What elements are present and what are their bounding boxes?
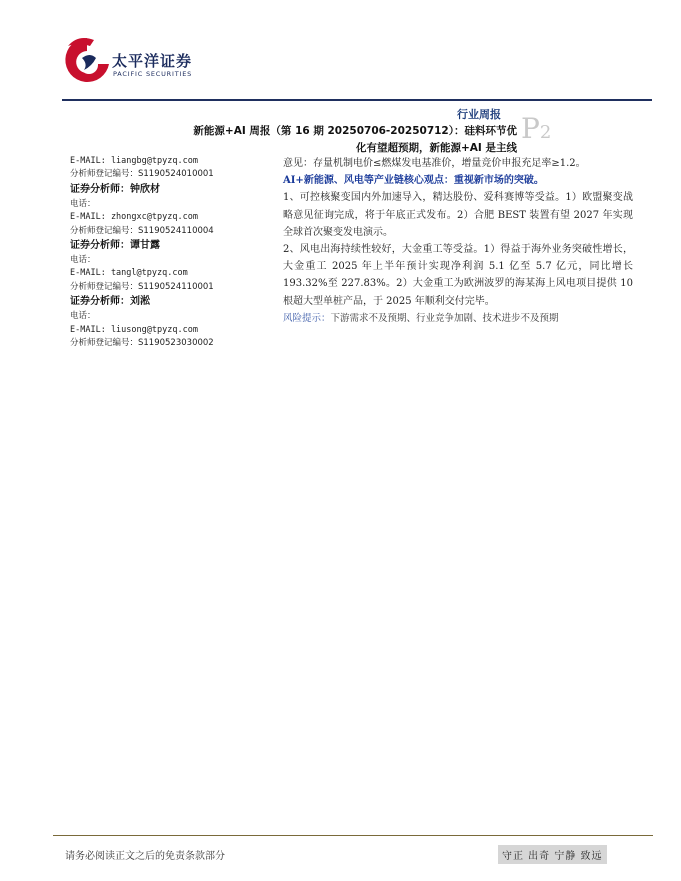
body-point-1: 1、可控核聚变国内外加速导入，精达股份、爱科赛博等受益。1）欧盟聚变战略意见征询完成，将于年底正式发布。2）合肥 BEST 装置有望 2027 年实现全球首次聚变发电演示。 — [283, 192, 633, 238]
analyst-email: E-MAIL: liusong@tpyzq.com — [70, 324, 198, 335]
analyst-registration: 分析师登记编号：S1190524010001 — [70, 169, 214, 180]
page-letter: P — [521, 112, 540, 145]
pacific-securities-logo — [64, 36, 110, 88]
report-title-line-2: 化有望超预期，新能源+AI 是主线 — [356, 142, 517, 154]
analyst-registration: 分析师登记编号：S1190524110001 — [70, 281, 214, 292]
header-divider — [62, 99, 652, 101]
core-viewpoint-heading: AI+新能源、风电等产业链核心观点：重视新市场的突破。 — [283, 175, 544, 187]
footer-disclaimer: 请务必阅读正文之后的免责条款部分 — [65, 851, 225, 862]
body-point-2: 2、风电出海持续性较好，大金重工等受益。1）得益于海外业务突破性增长，大金重工 2025 年上半年预计实现净利润 5.1 亿至 5.7 亿元，同比增长 193.32%至 227.83%。2）大金重工为欧洲波罗的海某海上风电项目提供 10 根超大型单桩产品，于 2025 年顺利交付完毕。 — [283, 244, 633, 307]
analyst-phone: 电话： — [70, 255, 96, 266]
analyst-email: E-MAIL: zhongxc@tpyzq.com — [70, 212, 198, 223]
report-category: 行业周报 — [457, 108, 501, 121]
footer-divider — [53, 835, 653, 836]
analyst-email: E-MAIL: tangl@tpyzq.com — [70, 268, 188, 279]
analyst-phone: 电话： — [70, 311, 96, 322]
report-title-line-1: 新能源+AI 周报（第 16 期 20250706-20250712）：硅料环节优 — [193, 125, 517, 137]
analyst-registration: 分析师登记编号：S1190523030002 — [70, 338, 214, 349]
body-intro: 意见：存量机制电价≤燃煤发电基准价，增量竞价申报充足率≥1.2。 — [283, 158, 586, 169]
page-number-mark — [521, 112, 551, 145]
brand-name-en: PACIFIC SECURITIES — [113, 70, 193, 78]
risk-warning — [283, 310, 633, 327]
page-number: 2 — [539, 122, 552, 143]
report-title — [193, 123, 517, 157]
risk-text: 下游需求不及预期、行业竞争加剧、技术进步不及预期 — [330, 312, 559, 324]
footer-slogan: 守正 出奇 宁静 致远 — [498, 845, 607, 864]
risk-label: 风险提示： — [283, 312, 331, 324]
analyst-registration: 分析师登记编号：S1190524110004 — [70, 225, 214, 236]
report-body — [283, 155, 633, 327]
analyst-email: E-MAIL: liangbg@tpyzq.com — [70, 156, 198, 166]
analyst-name: 证券分析师：谭甘露 — [70, 240, 160, 252]
brand-name-cn: 太平洋证券 — [112, 52, 193, 70]
analyst-name: 证券分析师：钟欣材 — [70, 183, 160, 195]
analyst-contacts — [70, 155, 270, 350]
analyst-name: 证券分析师：刘淞 — [70, 296, 150, 308]
analyst-phone: 电话： — [70, 198, 96, 209]
